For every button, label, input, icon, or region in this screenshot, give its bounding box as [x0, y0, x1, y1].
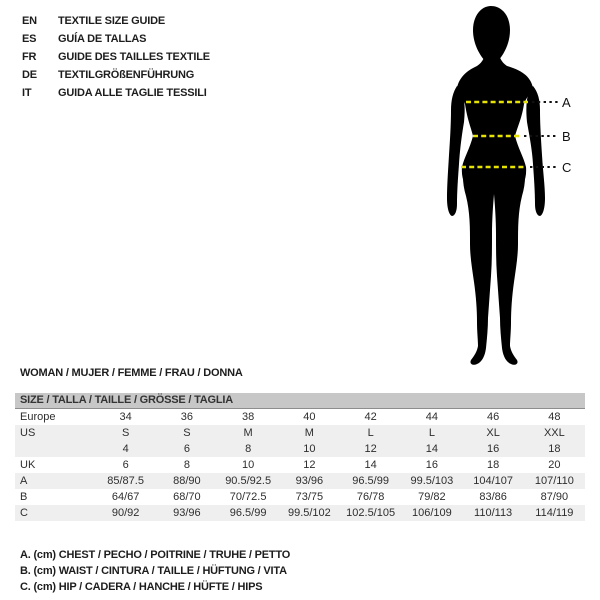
table-row [15, 409, 585, 425]
size-value-cell: 114/119 [535, 507, 574, 519]
measurement-figure [420, 0, 600, 370]
size-value-cell: 14 [364, 459, 377, 471]
language-code: ES [22, 33, 37, 45]
row-label: Europe [20, 411, 56, 423]
legend-chest: A. (cm) CHEST / PECHO / POITRINE / TRUHE / PETTO [20, 549, 291, 561]
language-title: GUIDA ALLE TAGLIE TESSILI [58, 87, 207, 99]
size-value-cell: 44 [425, 411, 438, 423]
table-row [15, 457, 585, 473]
size-value-cell: 20 [548, 459, 561, 471]
size-value-cell: 99.5/103 [410, 475, 454, 487]
size-value-cell: 70/72.5 [229, 491, 267, 503]
marker-label-c: C [562, 160, 572, 175]
language-row [22, 12, 210, 30]
language-row [22, 66, 210, 84]
size-value-cell: L [428, 427, 435, 439]
size-value-cell: 96.5/99 [229, 507, 267, 519]
table-row [15, 473, 585, 489]
language-row [22, 48, 210, 66]
size-value-cell: 14 [425, 443, 438, 455]
size-value-cell: 8 [183, 459, 190, 471]
size-value-cell: 64/67 [111, 491, 140, 503]
size-value-cell: 93/96 [173, 507, 201, 519]
size-value-cell: 83/86 [479, 491, 507, 503]
size-value-cell: 96.5/99 [352, 475, 389, 487]
size-value-cell: 10 [242, 459, 255, 471]
size-table-header: SIZE / TALLA / TAILLE / GRÖSSE / TAGLIA [15, 393, 585, 409]
row-label [15, 441, 95, 457]
size-value-cell: 73/75 [295, 491, 324, 503]
size-value-cell: 38 [242, 411, 255, 423]
size-value-cell: M [304, 427, 314, 439]
size-value-cell: 40 [303, 411, 316, 423]
size-value-cell: 88/90 [173, 475, 201, 487]
measurement-legend [20, 547, 290, 595]
language-row [22, 30, 210, 48]
row-label: B [20, 491, 28, 503]
language-code: FR [22, 51, 37, 63]
language-code: IT [22, 87, 32, 99]
table-row [15, 489, 585, 505]
row-label: C [20, 507, 28, 519]
language-title: GUÍA DE TALLAS [58, 33, 147, 45]
size-value-cell: 8 [245, 443, 252, 455]
size-value-cell: 16 [487, 443, 500, 455]
size-value-cell: 107/110 [534, 475, 574, 487]
table-row [15, 441, 585, 457]
language-title: GUIDE DES TAILLES TEXTILE [58, 51, 210, 63]
size-value-cell: 18 [487, 459, 500, 471]
size-value-cell: 79/82 [418, 491, 446, 503]
size-value-cell: 12 [303, 459, 316, 471]
size-value-cell: L [367, 427, 374, 439]
size-value-cell: 34 [119, 411, 132, 423]
size-value-cell: 76/78 [356, 491, 385, 503]
size-value-cell: 18 [548, 443, 561, 455]
size-table-body [15, 409, 585, 521]
row-label: A [20, 475, 28, 487]
size-value-cell: 87/90 [540, 491, 569, 503]
size-table [15, 393, 585, 521]
marker-label-a: A [562, 95, 571, 110]
size-value-cell: 16 [425, 459, 438, 471]
size-value-cell: M [243, 427, 253, 439]
size-value-cell: 36 [180, 411, 193, 423]
legend-waist: B. (cm) WAIST / CINTURA / TAILLE / HÜFTUNG / VITA [20, 565, 287, 577]
language-title: TEXTILE SIZE GUIDE [58, 15, 166, 27]
size-value-cell: 93/96 [295, 475, 324, 487]
size-value-cell: XL [486, 427, 500, 439]
size-value-cell: 46 [487, 411, 500, 423]
language-list [22, 12, 210, 102]
marker-label-b: B [562, 129, 571, 144]
size-value-cell: 12 [364, 443, 377, 455]
size-value-cell: 4 [122, 443, 129, 455]
size-value-cell: 48 [548, 411, 561, 423]
size-value-cell: 99.5/102 [287, 507, 331, 519]
size-value-cell: 85/87.5 [107, 475, 144, 487]
row-label: UK [20, 459, 36, 471]
table-row [15, 425, 585, 441]
size-value-cell: 10 [303, 443, 316, 455]
size-value-cell: 6 [183, 443, 190, 455]
size-value-cell: 110/113 [474, 507, 513, 519]
size-value-cell: 104/107 [473, 475, 513, 487]
size-value-cell: 90.5/92.5 [225, 475, 272, 487]
size-value-cell: S [121, 427, 130, 439]
table-title: WOMAN / MUJER / FEMME / FRAU / DONNA [20, 367, 243, 379]
size-value-cell: 102.5/105 [346, 507, 396, 519]
size-value-cell: 106/109 [411, 507, 452, 519]
size-value-cell: XXL [543, 427, 565, 439]
legend-hip: C. (cm) HIP / CADERA / HANCHE / HÜFTE / HIPS [20, 581, 263, 593]
language-row [22, 84, 210, 102]
row-label: US [20, 427, 36, 439]
size-value-cell: 42 [364, 411, 377, 423]
size-value-cell: 90/92 [111, 507, 140, 519]
size-value-cell: S [183, 427, 191, 439]
language-code: DE [22, 69, 37, 81]
woman-silhouette-icon [420, 0, 600, 370]
table-row [15, 505, 585, 521]
size-value-cell: 68/70 [173, 491, 201, 503]
size-value-cell: 6 [122, 459, 129, 471]
language-title: TEXTILGRÖßENFÜHRUNG [58, 69, 195, 81]
language-code: EN [22, 15, 37, 27]
